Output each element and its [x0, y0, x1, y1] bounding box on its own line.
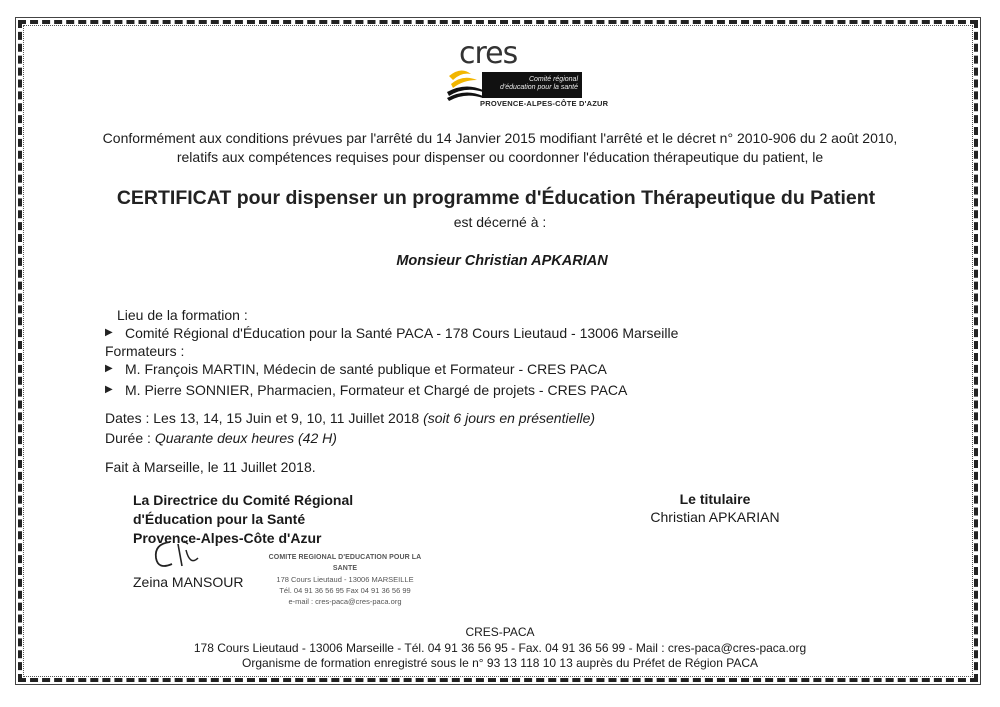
footer-org: CRES-PACA [465, 625, 535, 639]
director-signature-icon [148, 536, 218, 576]
footer-registration: Organisme de formation enregistré sous le n° 93 13 118 10 13 auprès du Préfet de Région PACA [242, 656, 758, 670]
location-label: Lieu de la formation : [117, 307, 248, 323]
stamp-address: 178 Cours Lieutaud - 13006 MARSEILLE [276, 575, 414, 584]
dates-line [105, 410, 595, 426]
director-line-1: La Directrice du Comité Régional [133, 492, 354, 508]
stamp-title: COMITE REGIONAL D'EDUCATION POUR LA SANTE [268, 554, 422, 572]
recipient-name: Monsieur Christian APKARIAN [396, 253, 608, 269]
intro-line-2: relatifs aux compétences requises pour dispenser ou coordonner l'éducation thérapeutique du patient, le [176, 149, 824, 165]
holder-label: Le titulaire [679, 491, 751, 507]
duration-value: Quarante deux heures (42 H) [154, 430, 337, 446]
issued-line: Fait à Marseille, le 11 Juillet 2018. [105, 459, 316, 475]
logo-wordmark: cres [459, 36, 518, 71]
stamp-email: e-mail : cres-paca@cres-paca.org [288, 597, 402, 606]
dates-value: Les 13, 14, 15 Juin et 9, 10, 11 Juillet 2018 [153, 410, 420, 426]
bullet-icon: ▶ [105, 384, 113, 395]
director-line-3: Provence-Alpes-Côte d'Azur [133, 530, 322, 546]
logo-box [482, 72, 582, 98]
footer-contact: 178 Cours Lieutaud - 13006 Marseille - Tél. 04 91 36 56 95 - Fax. 04 91 36 56 99 - Mail : cres-paca@cres-paca.org [193, 641, 807, 655]
location-text: Comité Régional d'Éducation pour la Santé PACA - 178 Cours Lieutaud - 13006 Marseille [125, 325, 679, 341]
awarded-to: est décerné à : [453, 214, 547, 230]
dates-label: Dates : [105, 410, 150, 426]
cres-logo [447, 36, 609, 108]
holder-name: Christian APKARIAN [650, 509, 780, 525]
duration-label: Durée : [105, 430, 151, 446]
logo-region: PROVENCE-ALPES-CÔTE D'AZUR [480, 99, 609, 108]
bullet-icon: ▶ [105, 327, 113, 338]
logo-box-line-2: d'éducation pour la santé [499, 84, 578, 91]
trainer-2: M. Pierre SONNIER, Pharmacien, Formateur et Chargé de projets - CRES PACA [125, 382, 628, 398]
logo-swoosh-icon [447, 68, 487, 102]
dates-note: (soit 6 jours en présentielle) [423, 410, 596, 426]
duration-line [105, 430, 337, 446]
trainers-label: Formateurs : [105, 343, 185, 359]
trainer-1: M. François MARTIN, Médecin de santé publique et Formateur - CRES PACA [125, 361, 607, 377]
stamp-phone: Tél. 04 91 36 56 95 Fax 04 91 36 56 99 [279, 586, 411, 595]
official-stamp [265, 552, 425, 607]
certificate-title: CERTIFICAT pour dispenser un programme d'Éducation Thérapeutique du Patient [116, 187, 876, 209]
director-name: Zeina MANSOUR [133, 574, 244, 590]
director-line-2: d'Éducation pour la Santé [133, 511, 306, 527]
logo-box-line-1: Comité régional [528, 76, 578, 83]
holder-block [620, 491, 810, 525]
intro-line-1: Conformément aux conditions prévues par l'arrêté du 14 Janvier 2015 modifiant l'arrêté et le décret n° 2010-906 du 2 août 2010, [102, 130, 898, 146]
bullet-icon: ▶ [105, 363, 113, 374]
